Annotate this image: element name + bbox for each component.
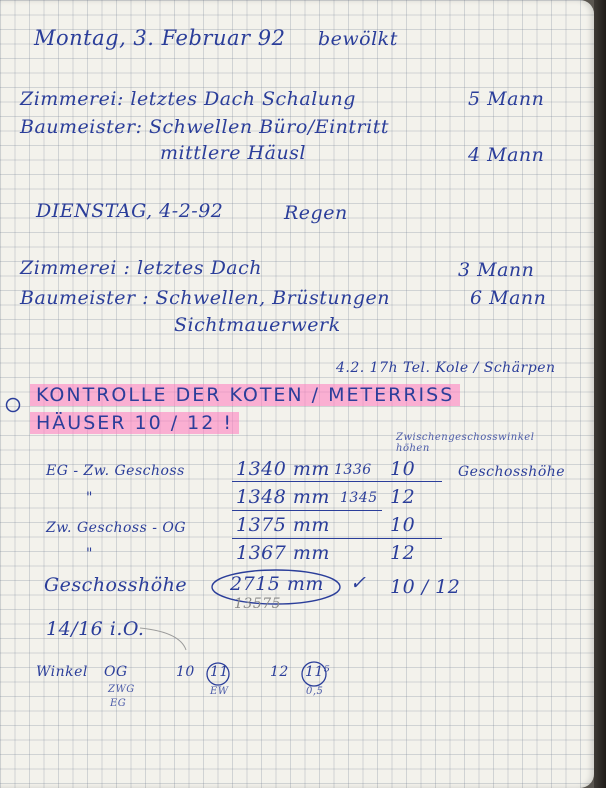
row-underline	[232, 481, 442, 482]
angle-house-10-sub: EW	[210, 686, 229, 697]
row-label: Zw. Geschoss - OG	[46, 520, 187, 536]
day2-row1-label: Zimmerei : letztes Dach	[20, 257, 263, 279]
day1-date: Montag, 3. Februar 92	[34, 26, 286, 50]
total-pencil-note: 13575	[234, 596, 282, 612]
row-underline	[232, 538, 442, 539]
day2-date: DIENSTAG, 4-2-92	[36, 200, 224, 222]
row-value: 1340 mm	[236, 458, 330, 480]
side-note: Geschosshöhe	[458, 464, 566, 480]
day2-weather: Regen	[284, 202, 348, 224]
angle-house-12-sub: 0,5	[306, 686, 324, 697]
row-value: 1348 mm	[236, 486, 330, 508]
row-house: 10	[390, 458, 416, 480]
day1-row2-label: Baumeister: Schwellen Büro/Eintritt	[20, 116, 389, 138]
row-label: "	[86, 490, 93, 506]
row-value: 1375 mm	[236, 514, 330, 536]
angle-level-og: OG	[104, 664, 128, 680]
row-underline	[232, 510, 382, 511]
row-label: EG - Zw. Geschoss	[46, 463, 185, 479]
day1-row1-label: Zimmerei: letztes Dach Schalung	[20, 88, 356, 110]
angle-house-12-value: 11⁵	[305, 664, 330, 680]
row-alt-value: 1336	[334, 462, 372, 478]
col-header-note: Zwischengeschosswinkel höhen	[396, 432, 535, 454]
row-house: 12	[390, 486, 416, 508]
angle-label: Winkel	[36, 664, 88, 680]
row-house: 10	[390, 514, 416, 536]
total-label: Geschosshöhe	[44, 574, 188, 596]
day2-row2-men: 6 Mann	[470, 287, 547, 309]
day2-row2-label: Baumeister : Schwellen, Brüstungen	[20, 287, 390, 309]
day2-phone-note: 4.2. 17h Tel. Kole / Schärpen	[336, 360, 556, 376]
row-label: "	[86, 546, 93, 562]
day1-row1-men: 5 Mann	[468, 88, 545, 110]
total-value: 2715 mm	[230, 573, 324, 595]
check-icon: ✓	[350, 572, 367, 594]
day1-weather: bewölkt	[318, 28, 398, 50]
day2-row1-men: 3 Mann	[458, 259, 535, 281]
control-title-line1: KONTROLLE DER KOTEN / METERRISS	[30, 384, 460, 406]
next-houses-note: 14/16 i.O.	[46, 618, 145, 640]
angle-house-10: 10	[176, 664, 195, 680]
day1-row3-label: mittlere Häusl	[160, 142, 307, 164]
row-value: 1367 mm	[236, 542, 330, 564]
day2-row3-label: Sichtmauerwerk	[174, 314, 341, 336]
angle-house-10-value: 11	[210, 664, 229, 680]
control-title-line2: HÄUSER 10 / 12 !	[30, 412, 239, 434]
angle-house-12: 12	[270, 664, 289, 680]
row-house: 12	[390, 542, 416, 564]
angle-level-zwg: ZWG	[108, 684, 135, 695]
total-houses: 10 / 12	[390, 576, 461, 598]
row-alt-value: 1345	[340, 490, 378, 506]
angle-level-eg: EG	[110, 698, 127, 709]
day1-row3-men: 4 Mann	[468, 144, 545, 166]
